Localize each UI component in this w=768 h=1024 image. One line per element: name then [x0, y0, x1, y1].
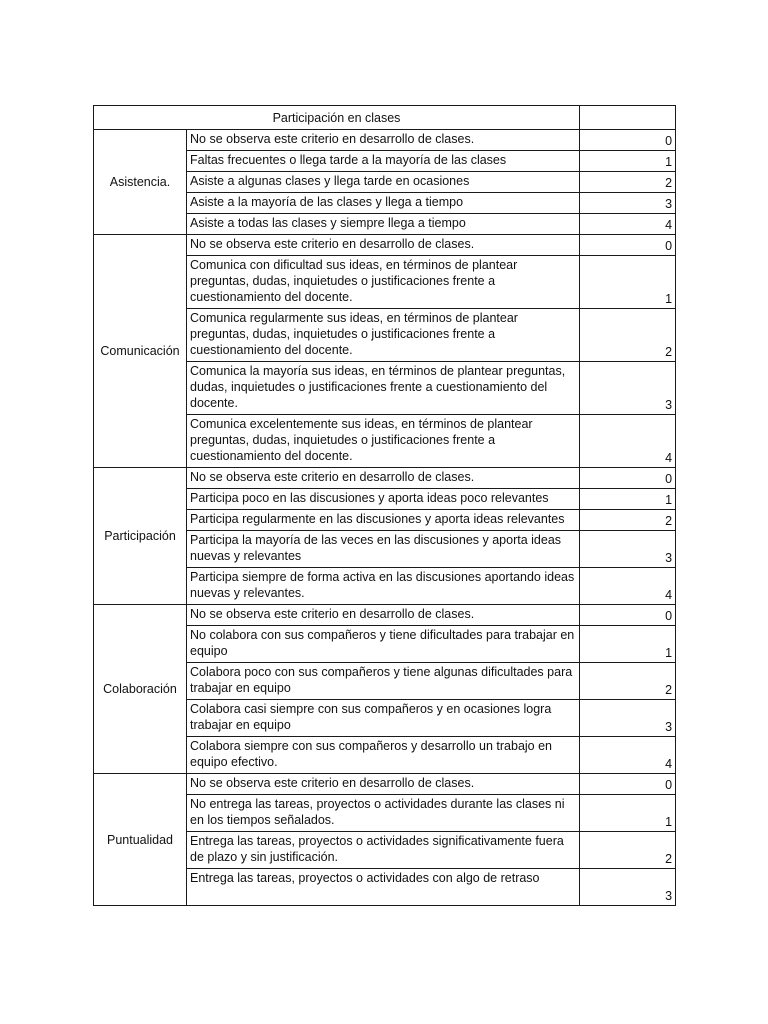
score-cell: 0 — [580, 468, 676, 489]
criterion-cell: Comunica regularmente sus ideas, en términos de plantear preguntas, dudas, inquietudes o justificaciones frente a cuestionamiento del docente. — [187, 309, 580, 362]
category-cell: Puntualidad — [94, 774, 187, 906]
score-cell: 1 — [580, 489, 676, 510]
score-cell: 1 — [580, 626, 676, 663]
criterion-cell: Comunica la mayoría sus ideas, en términos de plantear preguntas, dudas, inquietudes o justificaciones frente a cuestionamiento del docente. — [187, 362, 580, 415]
criterion-cell: Participa la mayoría de las veces en las discusiones y aporta ideas nuevas y relevantes — [187, 531, 580, 568]
score-cell: 0 — [580, 774, 676, 795]
table-row — [94, 468, 676, 489]
criterion-cell: Comunica con dificultad sus ideas, en términos de plantear preguntas, dudas, inquietudes o justificaciones frente a cuestionamiento del docente. — [187, 256, 580, 309]
category-cell: Asistencia. — [94, 130, 187, 235]
criterion-cell: Comunica excelentemente sus ideas, en términos de plantear preguntas, dudas, inquietudes o justificaciones frente a cuestionamiento del docente. — [187, 415, 580, 468]
criterion-cell: No se observa este criterio en desarrollo de clases. — [187, 235, 580, 256]
score-cell: 3 — [580, 362, 676, 415]
criterion-cell: No se observa este criterio en desarrollo de clases. — [187, 468, 580, 489]
score-cell: 4 — [580, 415, 676, 468]
table-row — [94, 130, 676, 151]
table-row — [94, 605, 676, 626]
score-cell: 4 — [580, 737, 676, 774]
criterion-cell: Colabora poco con sus compañeros y tiene algunas dificultades para trabajar en equipo — [187, 663, 580, 700]
score-cell: 3 — [580, 193, 676, 214]
score-cell: 0 — [580, 235, 676, 256]
criterion-cell: No se observa este criterio en desarrollo de clases. — [187, 774, 580, 795]
criterion-cell: Asiste a todas las clases y siempre llega a tiempo — [187, 214, 580, 235]
table-row — [94, 774, 676, 795]
score-cell: 3 — [580, 531, 676, 568]
criterion-cell: No se observa este criterio en desarrollo de clases. — [187, 605, 580, 626]
score-cell: 4 — [580, 214, 676, 235]
table-title: Participación en clases — [94, 106, 580, 130]
score-cell: 1 — [580, 256, 676, 309]
score-cell: 4 — [580, 568, 676, 605]
criterion-cell: No se observa este criterio en desarrollo de clases. — [187, 130, 580, 151]
criterion-cell: Colabora casi siempre con sus compañeros y en ocasiones logra trabajar en equipo — [187, 700, 580, 737]
score-cell: 0 — [580, 130, 676, 151]
score-cell: 1 — [580, 795, 676, 832]
score-cell: 3 — [580, 869, 676, 906]
header-score-cell — [580, 106, 676, 130]
table-row — [94, 235, 676, 256]
score-cell: 2 — [580, 309, 676, 362]
score-cell: 2 — [580, 510, 676, 531]
score-cell: 2 — [580, 832, 676, 869]
criterion-cell: Entrega las tareas, proyectos o actividades significativamente fuera de plazo y sin justificación. — [187, 832, 580, 869]
category-cell: Colaboración — [94, 605, 187, 774]
criterion-cell: No colabora con sus compañeros y tiene dificultades para trabajar en equipo — [187, 626, 580, 663]
header-row — [94, 106, 676, 130]
criterion-cell: Asiste a algunas clases y llega tarde en ocasiones — [187, 172, 580, 193]
criterion-cell: Colabora siempre con sus compañeros y desarrollo un trabajo en equipo efectivo. — [187, 737, 580, 774]
criterion-cell: Participa poco en las discusiones y aporta ideas poco relevantes — [187, 489, 580, 510]
category-cell: Participación — [94, 468, 187, 605]
criterion-cell: Participa regularmente en las discusiones y aporta ideas relevantes — [187, 510, 580, 531]
score-cell: 1 — [580, 151, 676, 172]
score-cell: 2 — [580, 663, 676, 700]
criterion-cell: Participa siempre de forma activa en las discusiones aportando ideas nuevas y relevantes. — [187, 568, 580, 605]
score-cell: 3 — [580, 700, 676, 737]
rubric-table — [93, 105, 676, 906]
score-cell: 2 — [580, 172, 676, 193]
criterion-cell: Faltas frecuentes o llega tarde a la mayoría de las clases — [187, 151, 580, 172]
score-cell: 0 — [580, 605, 676, 626]
criterion-cell: Asiste a la mayoría de las clases y llega a tiempo — [187, 193, 580, 214]
criterion-cell: Entrega las tareas, proyectos o actividades con algo de retraso — [187, 869, 580, 906]
category-cell: Comunicación — [94, 235, 187, 468]
criterion-cell: No entrega las tareas, proyectos o actividades durante las clases ni en los tiempos señalados. — [187, 795, 580, 832]
